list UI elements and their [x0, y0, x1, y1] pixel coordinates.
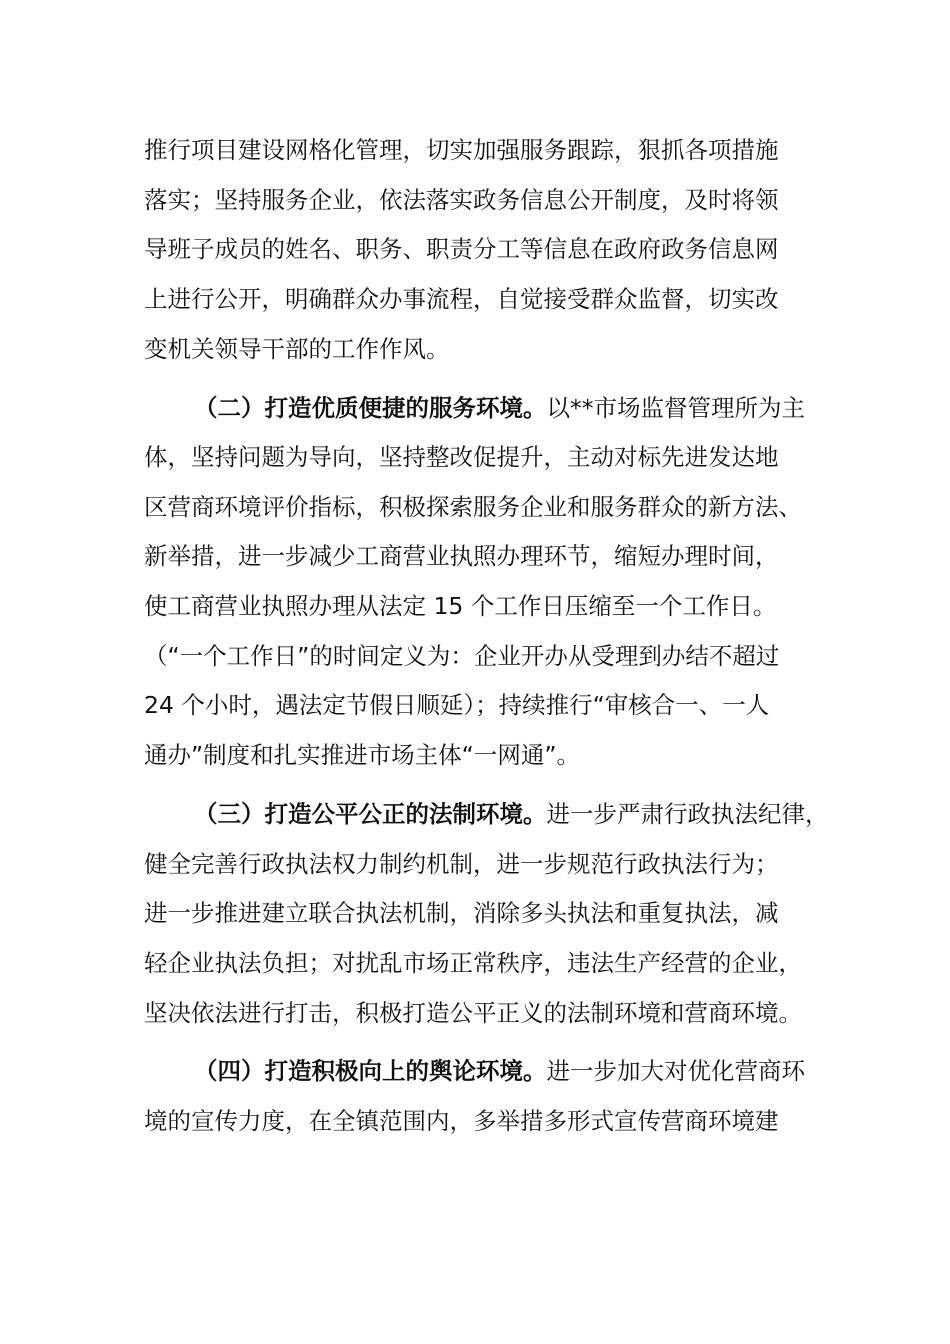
paragraph-line: 境的宣传力度，在全镇范围内，多举措多形式宣传营商环境建 — [144, 1107, 779, 1135]
paragraph-line: 区营商环境评价指标，积极探索服务企业和服务群众的新方法、 — [144, 493, 802, 521]
section-2-first-line — [194, 392, 894, 424]
paragraph-line: （“一个工作日”的时间定义为：企业开办从受理到办结不超过 — [144, 642, 780, 670]
paragraph-line: 体，坚持问题为导向，坚持整改促提升，主动对标先进发达地 — [144, 443, 779, 471]
paragraph-line: 变机关领导干部的工作作风。 — [144, 335, 450, 363]
paragraph-line: 导班子成员的姓名、职务、职责分工等信息在政府政务信息网 — [144, 235, 779, 263]
section-3-first-line — [194, 798, 894, 830]
paragraph-line: 使工商营业执照办理从法定 15 个工作日压缩至一个工作日。 — [144, 592, 777, 620]
section-3-first-text: 进一步严肃行政执法纪律， — [546, 800, 829, 828]
paragraph-line: 坚决依法进行打击，积极打造公平正义的法制环境和营商环境。 — [144, 999, 802, 1027]
paragraph-line: 24 个小时，遇法定节假日顺延）；持续推行“审核合一、一人 — [144, 691, 770, 719]
paragraph-line: 健全完善行政执法权力制约机制，进一步规范行政执法行为； — [144, 850, 779, 878]
section-4-first-line — [194, 1055, 894, 1087]
section-2-heading: （二）打造优质便捷的服务环境。 — [194, 394, 547, 422]
paragraph-line: 推行项目建设网格化管理，切实加强服务跟踪，狠抓各项措施 — [144, 136, 779, 164]
paragraph-line: 落实；坚持服务企业，依法落实政务信息公开制度，及时将领 — [144, 186, 779, 214]
section-4-heading: （四）打造积极向上的舆论环境。 — [194, 1057, 547, 1085]
paragraph-line: 新举措，进一步减少工商营业执照办理环节，缩短办理时间， — [144, 542, 779, 570]
section-2-first-text: 以**市场监督管理所为主 — [546, 394, 805, 422]
paragraph-line: 轻企业执法负担；对扰乱市场正常秩序，违法生产经营的企业， — [144, 949, 802, 977]
paragraph-line: 进一步推进建立联合执法机制，消除多头执法和重复执法，减 — [144, 899, 779, 927]
paragraph-line: 上进行公开，明确群众办事流程，自觉接受群众监督，切实改 — [144, 285, 779, 313]
section-3-heading: （三）打造公平公正的法制环境。 — [194, 800, 547, 828]
paragraph-line: 通办”制度和扎实推进市场主体“一网通”。 — [144, 741, 581, 769]
section-4-first-text: 进一步加大对优化营商环 — [546, 1057, 805, 1085]
